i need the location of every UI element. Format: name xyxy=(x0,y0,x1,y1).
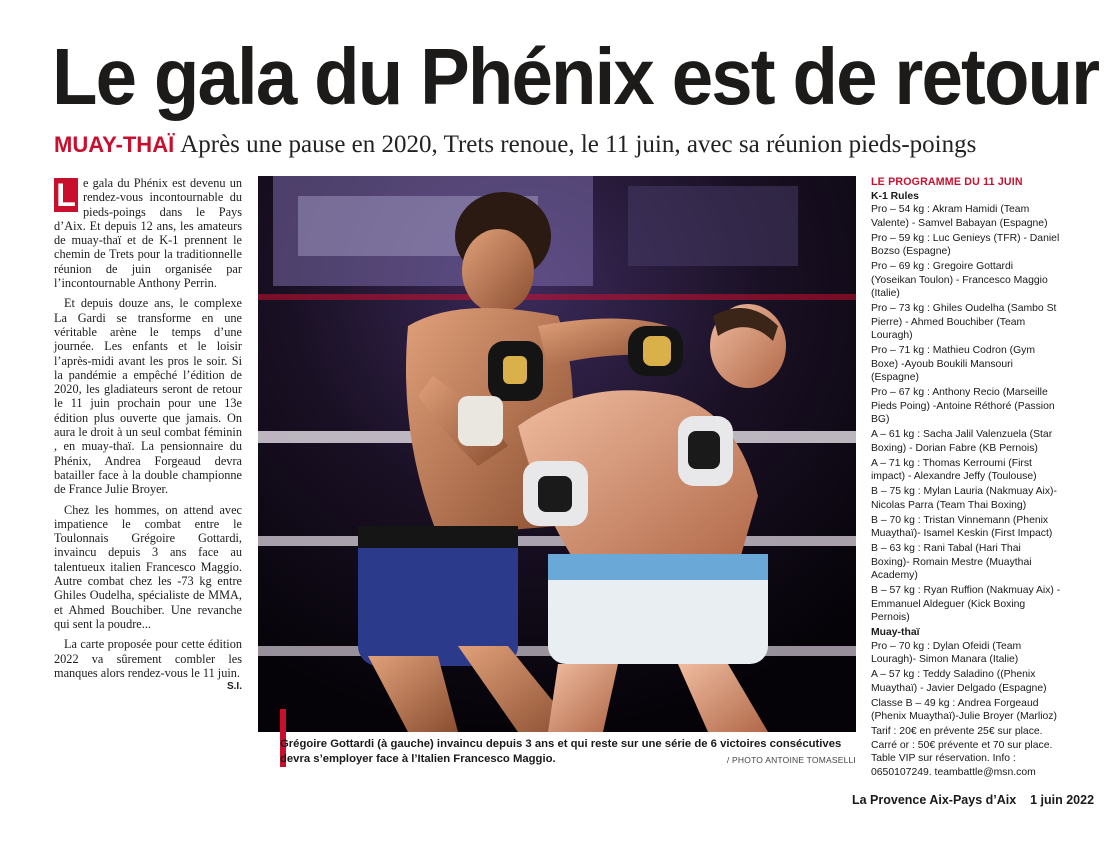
page-footer xyxy=(852,793,1094,807)
program-fight: A – 61 kg : Sacha Jalil Valenzuela (Star Boxing) - Dorian Fabre (KB Pernois) xyxy=(871,429,1053,454)
publication-name: La Provence Aix-Pays d’Aix xyxy=(852,793,1017,807)
article-paragraph-text: La carte proposée pour cette édition 2022 va sûrement combler les manques alors rendez-vous le 11 juin. xyxy=(54,637,242,680)
article-paragraph xyxy=(54,637,242,693)
section-kicker: MUAY-THAÏ xyxy=(54,132,175,157)
author-signature: S.I. xyxy=(226,681,242,693)
article-paragraph: Chez les hommes, on attend avec impatience le combat entre le Toulonnais Grégoire Gottardi, invaincu depuis 3 ans face au talentueux italien Francesco Maggio. Autre combat chez les -73 kg entre Ghiles Oudelha, spécialiste de MMA, et Ahmed Bouchiber. Une revanche qui sent la poudre... xyxy=(54,502,242,631)
program-fight: Pro – 59 kg : Luc Genieys (TFR) - Daniel Bozso (Espagne) xyxy=(871,232,1060,257)
article-paragraph xyxy=(54,176,242,290)
subheadline xyxy=(54,130,1094,160)
photo-credit: / PHOTO ANTOINE TOMASELLI xyxy=(726,755,856,765)
program-fight: B – 57 kg : Ryan Ruffion (Nakmuay Aix) - Emmanuel Aldeguer (Kick Boxing Pernois) xyxy=(871,585,1061,623)
article-paragraph: Et depuis douze ans, le complexe La Gardi se transforme en une véritable arène le temps d’une journée. Les enfants et le loisir l’après-midi avant les pros le soir. Si la pandémie a empêché l’édition de 2020, les gladiateurs seront de retour le 11 juin prochain pour une 13e édition plus ouverte que jamais. On aura le droit à un seul combat féminin , en muay-thaï. La pensionnaire du Phénix, Andrea Forgeaud devra batailler face à la double championne de France Julie Broyer. xyxy=(54,296,242,497)
article-paragraph-text: e gala du Phénix est devenu un rendez-vous incontournable du pieds-poings dans le Pays d’Aix. Et depuis 12 ans, les amateurs de muay-thaï et de K-1 prennent le chemin de Trets pour la traditionnelle réunion de juin organisée par l’incontournable Anthony Perrin. xyxy=(54,176,242,291)
headline: Le gala du Phénix est de retour xyxy=(52,32,1099,121)
program-title: LE PROGRAMME DU 11 JUIN xyxy=(871,176,1023,188)
program-fight: Pro – 70 kg : Dylan Ofeidi (Team Louragh)- Simon Manara (Italie) xyxy=(871,640,1022,665)
program-info: Tarif : 20€ en prévente 25€ sur place. Carré or : 50€ prévente et 70 sur place. Table VIP sur réservation. Info : 0650107249. teambattle@msn.com xyxy=(871,726,1053,778)
program-fight: A – 71 kg : Thomas Kerroumi (First impact) - Alexandre Jeffy (Toulouse) xyxy=(871,457,1037,482)
photo-caption: Grégoire Gottardi (à gauche) invaincu depuis 3 ans et qui reste sur une série de 6 victoires consécutives devra s’employer face à l’Italien Francesco Maggio. xyxy=(280,738,842,765)
publication-date: 1 juin 2022 xyxy=(1030,793,1095,807)
program-fight: Pro – 69 kg : Gregoire Gottardi (Yoseikan Toulon) - Francesco Maggio (Italie) xyxy=(871,261,1048,299)
program-fight: Pro – 54 kg : Akram Hamidi (Team Valente) - Samvel Babayan (Espagne) xyxy=(871,204,1048,229)
article-body xyxy=(54,176,242,694)
program-section-heading: Muay-thaï xyxy=(871,627,920,638)
boxing-photo xyxy=(258,176,856,732)
program-fight: Classe B – 49 kg : Andrea Forgeaud (Phenix Muaythaï)-Julie Broyer (Marlioz) xyxy=(871,697,1057,722)
program-fight: B – 63 kg : Rani Tabal (Hari Thai Boxing)- Romain Mestre (Muaythai Academy) xyxy=(871,543,1032,581)
drop-cap: L xyxy=(54,178,78,212)
program-section-heading: K-1 Rules xyxy=(871,190,919,202)
program-sidebar xyxy=(871,176,1061,781)
program-fight: A – 57 kg : Teddy Saladino ((Phenix Muaythaï) - Javier Delgado (Espagne) xyxy=(871,669,1047,694)
program-fight: B – 75 kg : Mylan Lauria (Nakmuay Aix)-Nicolas Parra (Team Thai Boxing) xyxy=(871,486,1057,511)
program-fight: Pro – 73 kg : Ghiles Oudelha (Sambo St Pierre) - Ahmed Bouchiber (Team Louragh) xyxy=(871,303,1057,341)
program-fight: B – 70 kg : Tristan Vinnemann (Phenix Muaythaï)- Isamel Keskin (First Impact) xyxy=(871,514,1053,539)
subheadline-text: Après une pause en 2020, Trets renoue, le 11 juin, avec sa réunion pieds-poings xyxy=(180,131,977,158)
program-fight: Pro – 71 kg : Mathieu Codron (Gym Boxe) -Ayoub Boukili Mansouri (Espagne) xyxy=(871,345,1036,383)
program-fight: Pro – 67 kg : Anthony Recio (Marseille Pieds Poing) -Antoine Réthoré (Passion BG) xyxy=(871,387,1055,425)
